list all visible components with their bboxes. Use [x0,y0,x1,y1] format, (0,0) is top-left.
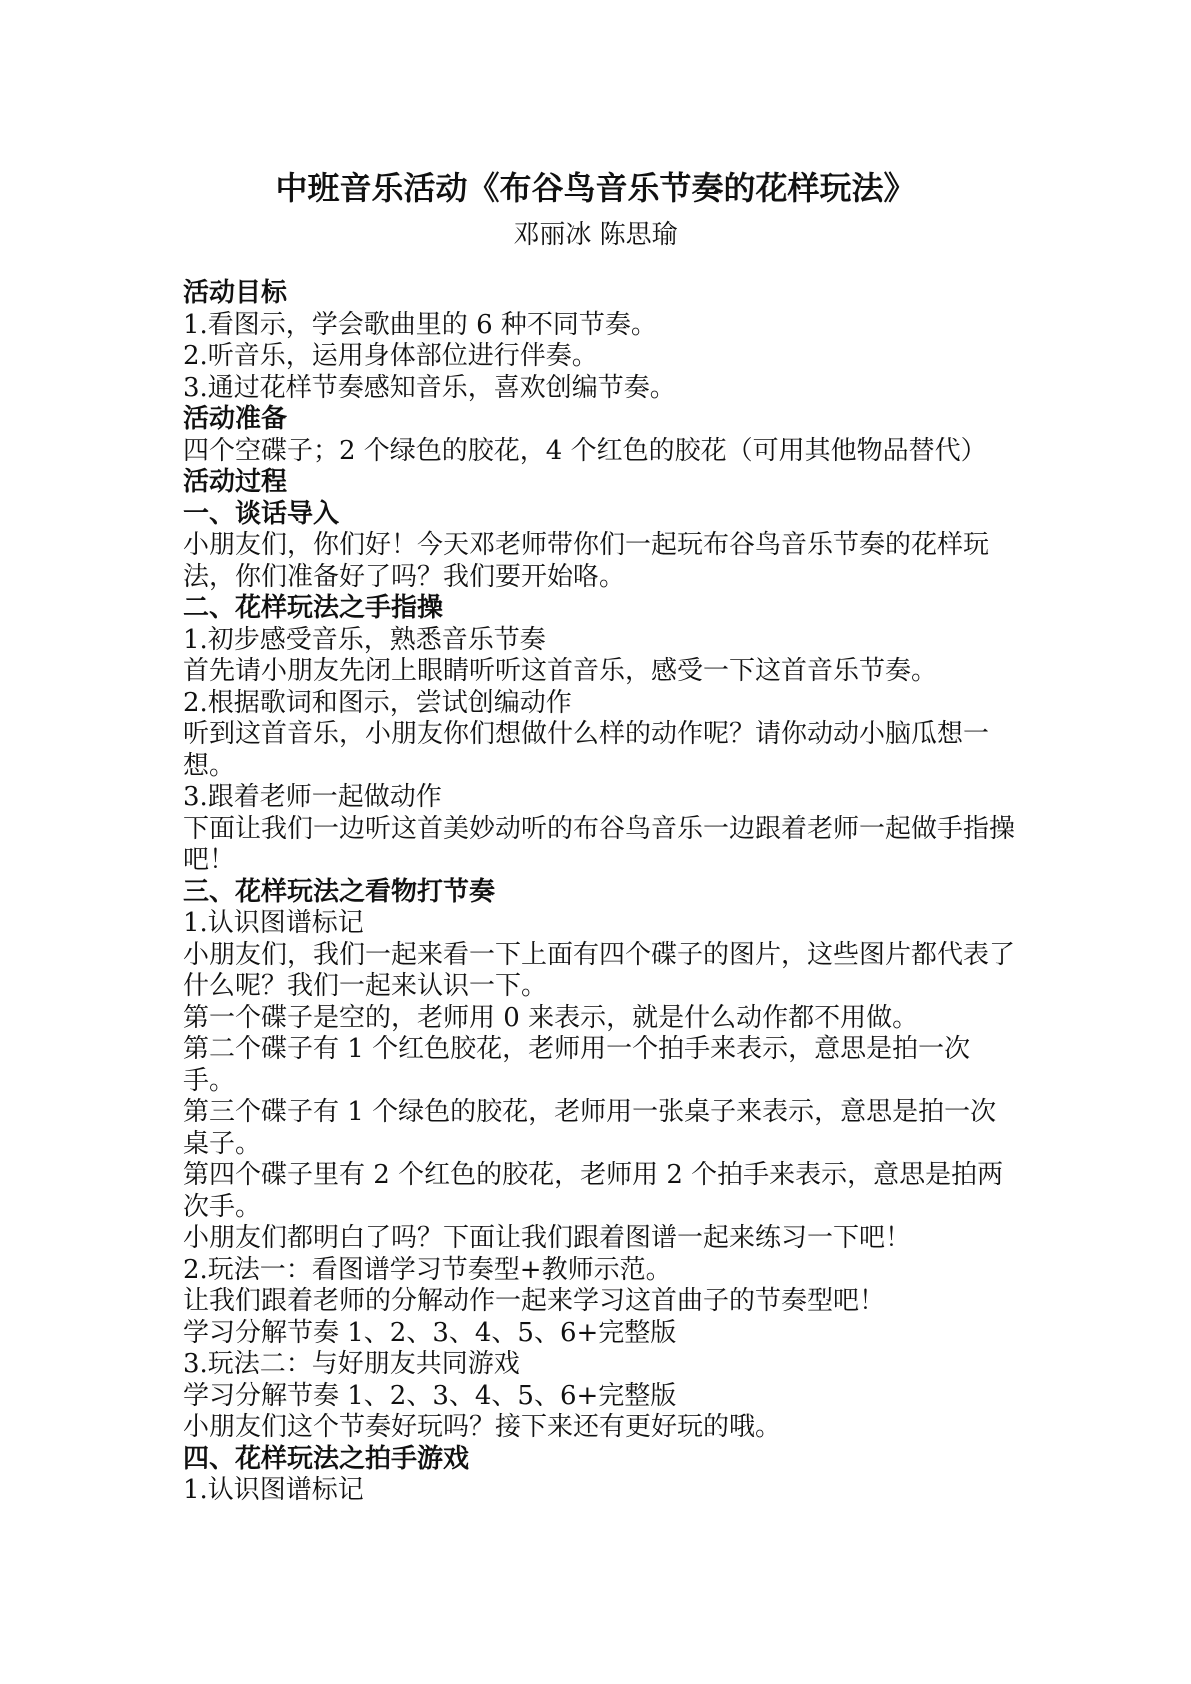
paragraph-line: 让我们跟着老师的分解动作一起来学习这首曲子的节奏型吧！ [183,1286,886,1316]
paragraph-line: 1.初步感受音乐，熟悉音乐节奏 [183,624,546,655]
paragraph-line: 3.玩法二：与好朋友共同游戏 [183,1349,520,1379]
paragraph-line: 首先请小朋友先闭上眼睛听听这首音乐，感受一下这首音乐节奏。 [183,656,938,686]
paragraph-line: 2.玩法一：看图谱学习节奏型+教师示范。 [183,1254,672,1285]
paragraph-line: 第四个碟子里有 2 个红色的胶花，老师用 2 个拍手来表示，意思是拍两次手。 [183,1160,1004,1222]
paragraph-line: 第三个碟子有 1 个绿色的胶花，老师用一张桌子来表示，意思是拍一次桌子。 [183,1097,997,1159]
paragraph-line: 1.认识图谱标记 [183,908,364,938]
paragraph-line: 小朋友们，我们一起来看一下上面有四个碟子的图片，这些图片都代表了什么呢？我们一起来认识一下。 [183,939,1016,1001]
document-authors: 邓丽冰 陈思瑜 [513,220,678,250]
paragraph-line: 1.看图示，学会歌曲里的 6 种不同节奏。 [183,309,657,340]
section-heading: 活动目标 [183,278,288,308]
paragraph-line: 四个空碟子；2 个绿色的胶花，4 个红色的胶花（可用其他物品替代） [183,435,987,466]
paragraph-line: 第二个碟子有 1 个红色胶花，老师用一个拍手来表示，意思是拍一次手。 [183,1034,971,1096]
section-heading: 三、花样玩法之看物打节奏 [183,876,496,907]
paragraph-line: 学习分解节奏 1、2、3、4、5、6+完整版 [183,1380,677,1411]
section-heading: 活动过程 [183,467,288,497]
section-heading: 活动准备 [183,404,288,434]
document-body [183,278,1015,1507]
paragraph-line: 下面让我们一边听这首美妙动听的布谷鸟音乐一边跟着老师一起做手指操吧！ [183,813,1016,875]
paragraph-line: 3.通过花样节奏感知音乐，喜欢创编节奏。 [183,372,676,403]
paragraph-line: 第一个碟子是空的，老师用 0 来表示，就是什么动作都不用做。 [183,1002,919,1033]
paragraph-line: 2.根据歌词和图示，尝试创编动作 [183,687,572,718]
section-heading: 二、花样玩法之手指操 [183,593,444,623]
paragraph-line: 3.跟着老师一起做动作 [183,782,442,812]
paragraph-line: 学习分解节奏 1、2、3、4、5、6+完整版 [183,1317,677,1348]
paragraph-line: 小朋友们这个节奏好玩吗？接下来还有更好玩的哦。 [183,1412,782,1442]
section-heading: 一、谈话导入 [183,498,340,529]
paragraph-line: 小朋友们，你们好！今天邓老师带你们一起玩布谷鸟音乐节奏的花样玩法，你们准备好了吗？我们要开始咯。 [183,530,990,592]
paragraph-line: 1.认识图谱标记 [183,1475,364,1505]
paragraph-line: 2.听音乐，运用身体部位进行伴奏。 [183,341,598,371]
paragraph-line: 听到这首音乐，小朋友你们想做什么样的动作呢？请你动动小脑瓜想一想。 [183,719,990,781]
document-title: 中班音乐活动《布谷鸟音乐节奏的花样玩法》 [275,169,916,207]
paragraph-line: 小朋友们都明白了吗？下面让我们跟着图谱一起来练习一下吧！ [183,1223,912,1253]
section-heading: 四、花样玩法之拍手游戏 [183,1443,470,1474]
